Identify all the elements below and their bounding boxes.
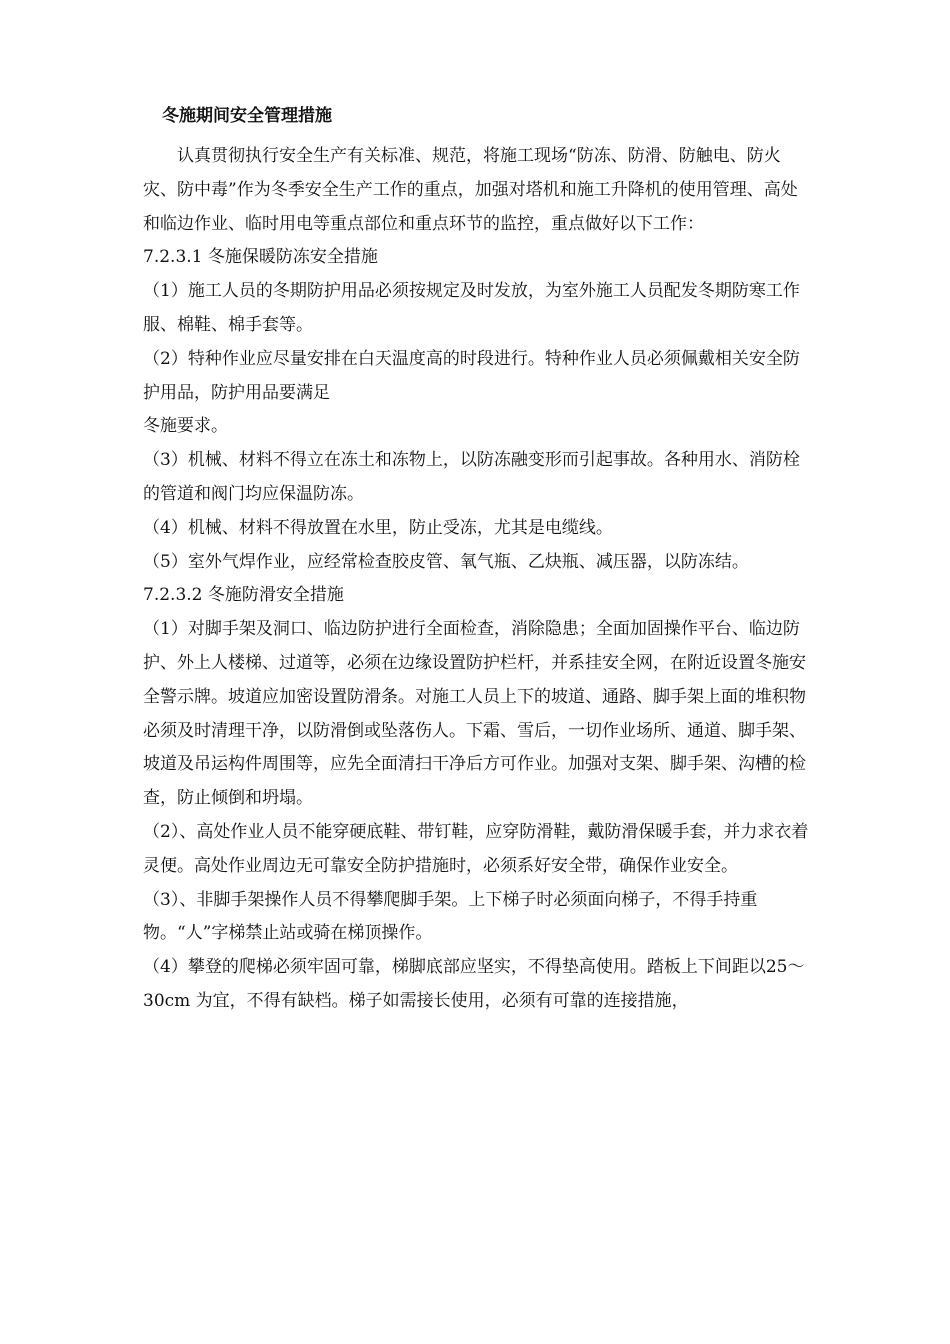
paragraph-slip-item-3: （3）、非脚手架操作人员不得攀爬脚手架。上下梯子时必须面向梯子，不得手持重物。“人”字梯禁止站或骑在梯顶操作。 [143, 889, 758, 944]
paragraph-item-1: （1）施工人员的冬期防护用品必须按规定及时发放，为室外施工人员配发冬期防寒工作服、棉鞋、棉手套等。 [143, 281, 800, 335]
paragraph-item-4: （4）机械、材料不得放置在水里，防止受冻，尤其是电缆线。 [143, 517, 613, 538]
paragraph-item-2: （2）特种作业应尽量安排在白天温度高的时段进行。特种作业人员必须佩戴相关安全防护用品，防护用品要满足 [143, 348, 800, 403]
intro-paragraph: 认真贯彻执行安全生产有关标准、规范，将施工现场“防冻、防滑、防触电、防火灾、防中毒”作为冬季安全生产工作的重点，加强对塔机和施工升降机的使用管理、高处和临边作业、临时用电等重点部位和重点环节的监控，重点做好以下工作： [143, 146, 798, 234]
paragraph-item-3: （3）机械、材料不得立在冻土和冻物上，以防冻融变形而引起事故。各种用水、消防栓的管道和阀门均应保温防冻。 [143, 450, 800, 504]
document-body [143, 140, 813, 1019]
section-heading-7-2-3-1: 7.2.3.1 冬施保暖防冻安全措施 [143, 247, 378, 268]
paragraph-item-2-continued: 冬施要求。 [143, 416, 228, 437]
paragraph-slip-item-4: （4）攀登的爬梯必须牢固可靠，梯脚底部应坚实，不得垫高使用。踏板上下间距以25～30cm 为宜，不得有缺档。梯子如需接长使用，必须有可靠的连接措施， [143, 957, 805, 1011]
document-title: 冬施期间安全管理措施 [162, 106, 332, 126]
paragraph-slip-item-1: （1）对脚手架及洞口、临边防护进行全面检查，消除隐患；全面加固操作平台、临边防护、外上人楼梯、过道等，必须在边缘设置防护栏杆，并系挂安全网，在附近设置冬施安全警示牌。坡道应加密设置防滑条。对施工人员上下的坡道、通路、脚手架上面的堆积物必须及时清理干净，以防滑倒或坠落伤人。下霜、雪后，一切作业场所、通道、脚手架、坡道及吊运构件周围等，应先全面清扫干净后方可作业。加强对支架、脚手架、沟槽的检查，防止倾倒和坍塌。 [143, 619, 806, 809]
paragraph-item-5: （5）室外气焊作业，应经常检查胶皮管、氧气瓶、乙炔瓶、减压器，以防冻结。 [143, 551, 749, 572]
paragraph-slip-item-2: （2）、高处作业人员不能穿硬底鞋、带钉鞋，应穿防滑鞋，戴防滑保暖手套，并力求衣着灵便。高处作业周边无可靠安全防护措施时，必须系好安全带，确保作业安全。 [143, 821, 809, 876]
section-heading-7-2-3-2: 7.2.3.2 冬施防滑安全措施 [143, 585, 344, 606]
